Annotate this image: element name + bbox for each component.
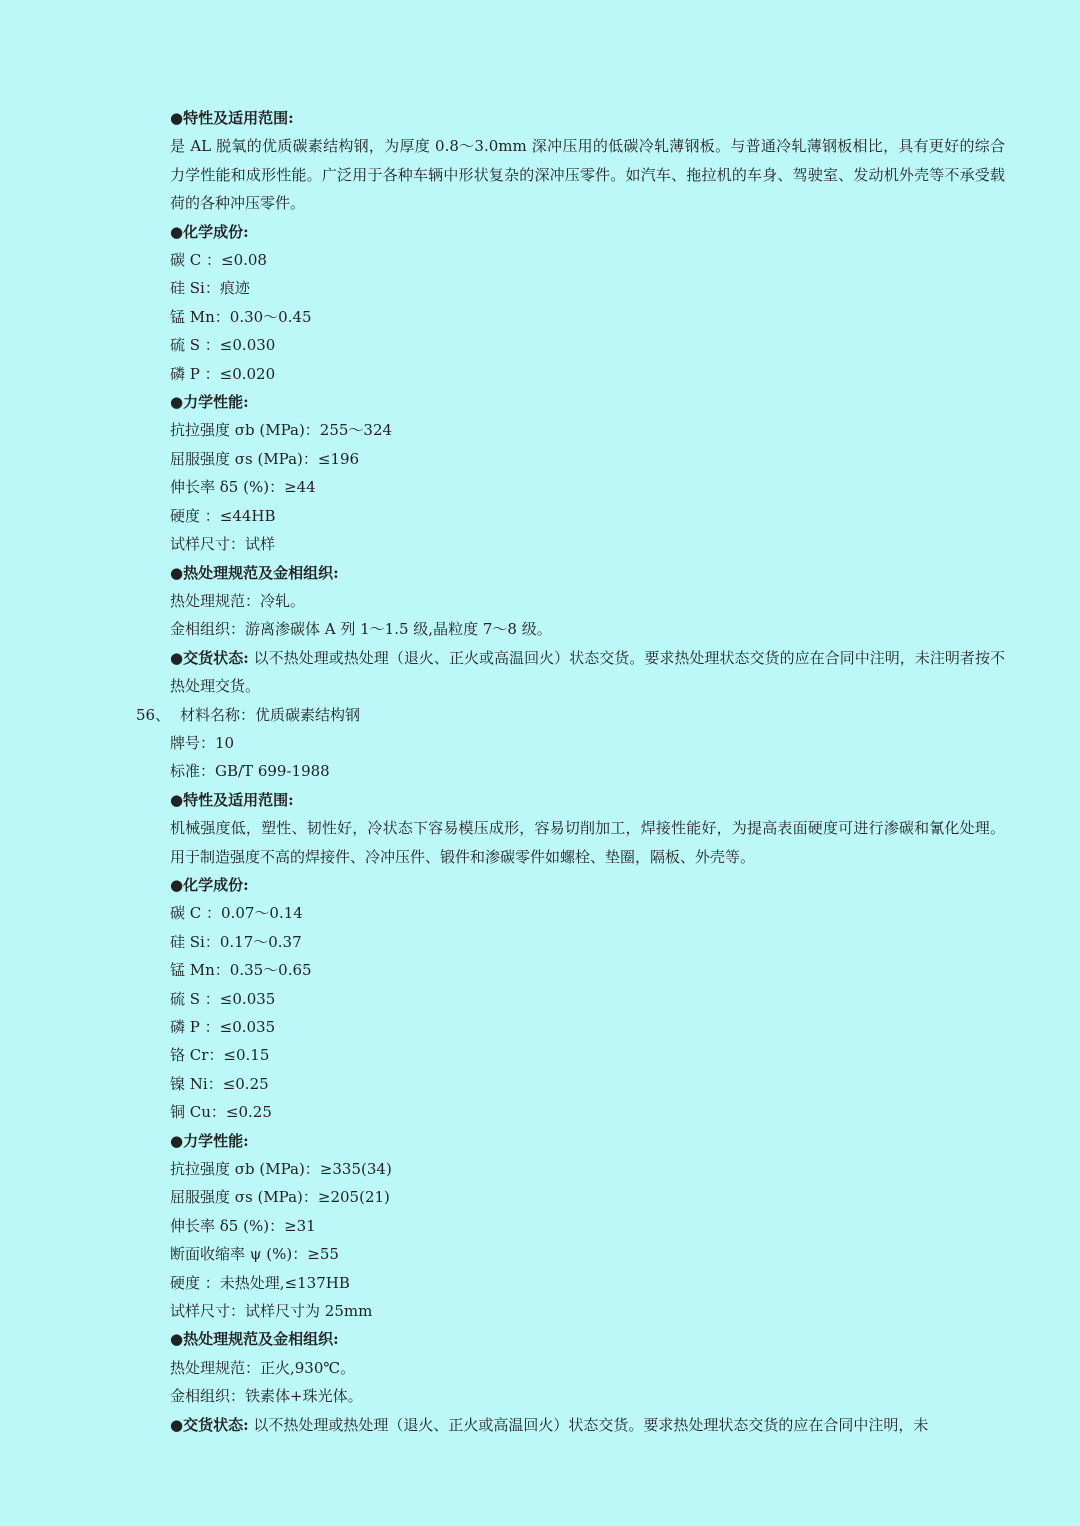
section-heading-chemistry: ●化学成份:	[170, 875, 249, 894]
heat-row-structure: 金相组织：游离渗碳体 A 列 1～1.5 级,晶粒度 7～8 级。	[170, 620, 552, 639]
chem-row-sulfur: 硫 S ：≤0.035	[170, 989, 276, 1008]
item-material-name: 材料名称：优质碳素结构钢	[180, 705, 361, 724]
section-heading-heat-treatment: ●热处理规范及金相组织:	[170, 563, 339, 582]
delivery-paragraph	[170, 1411, 1005, 1439]
item-number: 56、	[136, 705, 171, 724]
features-paragraph: 是 AL 脱氧的优质碳素结构钢，为厚度 0.8～3.0mm 深冲压用的低碳冷轧薄钢板。与普通冷轧薄钢板相比，具有更好的综合力学性能和成形性能。广泛用于各种车辆中形状复杂的深冲压零件。如汽车、拖拉机的车身、驾驶室、发动机外壳等不承受载荷的各种冲压零件。	[170, 137, 1005, 213]
mech-row-specimen: 试样尺寸：试样尺寸为 25mm	[170, 1302, 373, 1321]
section-heading-features: ●特性及适用范围:	[170, 790, 294, 809]
mech-row-yield: 屈服强度 σs (MPa)：≤196	[170, 449, 360, 468]
item-grade: 牌号：10	[170, 733, 235, 752]
mech-row-tensile: 抗拉强度 σb (MPa)：≥335(34)	[170, 1160, 392, 1179]
features-paragraph: 机械强度低，塑性、韧性好，冷状态下容易模压成形，容易切削加工，焊接性能好，为提高表面硬度可进行渗碳和氰化处理。用于制造强度不高的焊接件、冷冲压件、锻件和渗碳零件如螺栓、垫圈，隔板、外壳等。	[170, 819, 1005, 866]
chem-row-manganese: 锰 Mn：0.30～0.45	[170, 307, 312, 326]
section-heading-mechanical: ●力学性能:	[170, 393, 249, 412]
heat-row-spec: 热处理规范：正火,930℃。	[170, 1358, 356, 1377]
mech-row-hardness: 硬度 ：未热处理,≤137HB	[170, 1273, 350, 1292]
mech-row-tensile: 抗拉强度 σb (MPa)：255～324	[170, 421, 393, 440]
chem-row-carbon: 碳 C ：0.07～0.14	[170, 904, 303, 923]
item-standard: 标准：GB/T 699-1988	[170, 762, 330, 781]
section-heading-delivery: ●交货状态:	[170, 1415, 249, 1434]
chem-row-sulfur: 硫 S ：≤0.030	[170, 336, 276, 355]
delivery-text: 以不热处理或热处理（退火、正火或高温回火）状态交货。要求热处理状态交货的应在合同中注明，未	[253, 1415, 929, 1434]
delivery-text: 以不热处理或热处理（退火、正火或高温回火）状态交货。要求热处理状态交货的应在合同中注明，未注明者按不热处理交货。	[170, 648, 1005, 696]
section-heading-chemistry: ●化学成份:	[170, 222, 249, 241]
delivery-paragraph	[170, 644, 1005, 701]
section-heading-delivery: ●交货状态:	[170, 648, 249, 667]
item-header	[136, 701, 1005, 729]
chem-row-chromium: 铬 Cr：≤0.15	[170, 1046, 270, 1065]
mech-row-specimen: 试样尺寸：试样	[170, 535, 276, 554]
chem-row-silicon: 硅 Si：痕迹	[170, 279, 250, 298]
heat-row-spec: 热处理规范：冷轧。	[170, 591, 306, 610]
mech-row-yield: 屈服强度 σs (MPa)：≥205(21)	[170, 1188, 390, 1207]
heat-row-structure: 金相组织：铁素体+珠光体。	[170, 1387, 363, 1406]
section-heading-mechanical: ●力学性能:	[170, 1131, 249, 1150]
chem-row-nickel: 镍 Ni：≤0.25	[170, 1074, 269, 1093]
chem-row-phosphorus: 磷 P ：≤0.035	[170, 1018, 276, 1036]
chem-row-phosphorus: 磷 P ：≤0.020	[170, 364, 276, 383]
chem-row-copper: 铜 Cu：≤0.25	[170, 1103, 272, 1122]
mech-row-hardness: 硬度 ：≤44HB	[170, 506, 276, 525]
chem-row-manganese: 锰 Mn：0.35～0.65	[170, 961, 312, 980]
section-heading-heat-treatment: ●热处理规范及金相组织:	[170, 1330, 339, 1349]
mech-row-reduction-of-area: 断面收缩率 ψ (%)：≥55	[170, 1245, 339, 1264]
document-body	[136, 104, 1005, 1439]
mech-row-elongation: 伸长率 δ5 (%)：≥31	[170, 1216, 316, 1235]
chem-row-silicon: 硅 Si：0.17～0.37	[170, 932, 302, 951]
section-heading-features: ●特性及适用范围:	[170, 109, 294, 127]
chem-row-carbon: 碳 C ：≤0.08	[170, 251, 267, 270]
mech-row-elongation: 伸长率 δ5 (%)：≥44	[170, 478, 316, 497]
